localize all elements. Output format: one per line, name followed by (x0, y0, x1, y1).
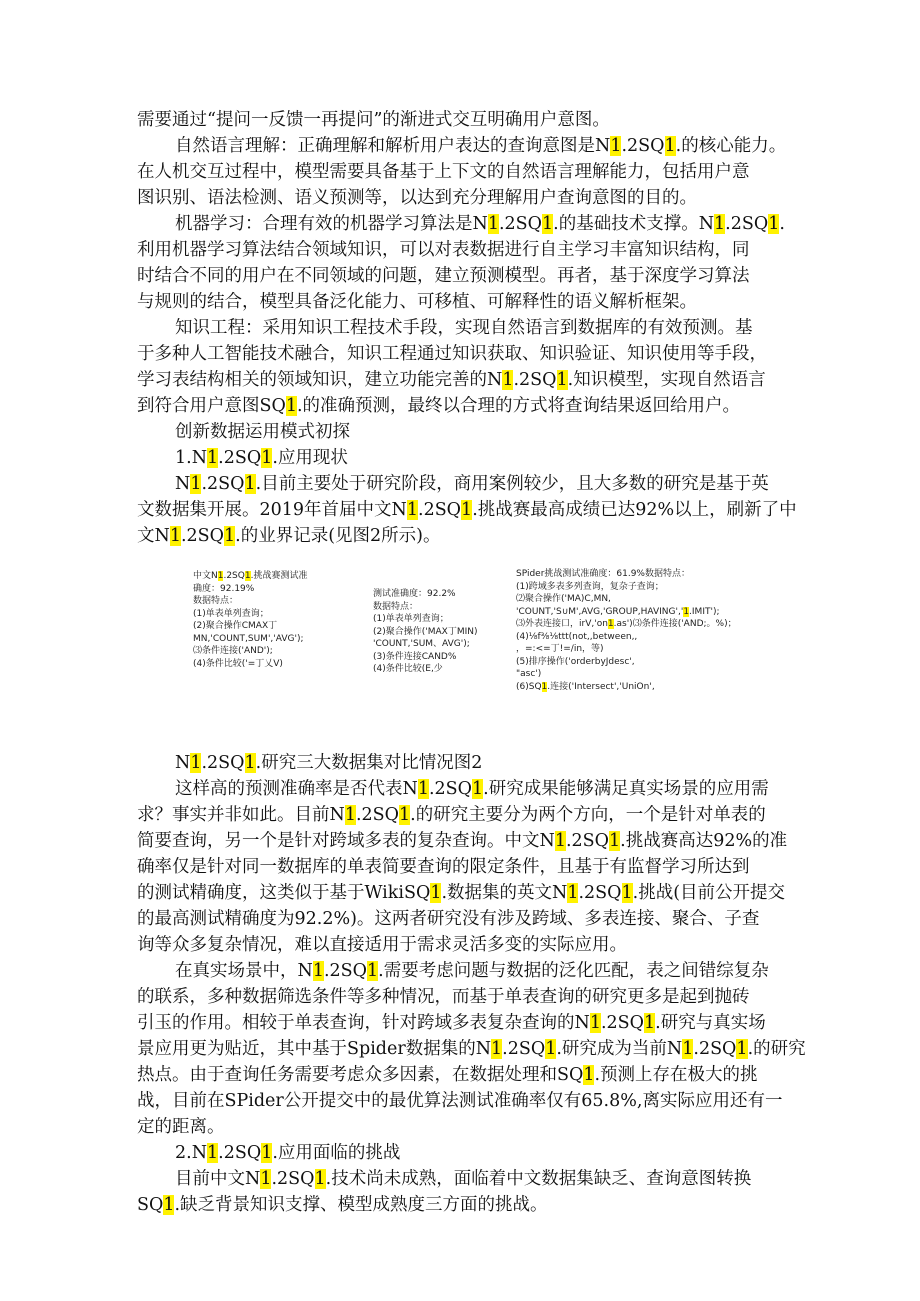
text-segment: .2SQ (693, 1039, 737, 1059)
text-segment: .挑战赛测试准 (250, 571, 308, 581)
figure-column-3 (516, 568, 737, 693)
text-line (137, 107, 787, 133)
text-segment: 利用机器学习算法结合领域知识，可以对表数据进行自主学习丰富知识结构，同 (137, 240, 750, 260)
text-segment: .研究与真实场 (655, 1013, 766, 1033)
text-segment: N (175, 753, 191, 773)
text-segment: .2SQ (355, 805, 399, 825)
text-segment: .2SQ (565, 831, 609, 851)
text-segment: ，=:<=丁!=/in，等) (516, 644, 604, 654)
text-segment: 在真实场景中，N (175, 961, 313, 981)
highlighted-char: 1 (344, 805, 356, 825)
highlighted-char: 1 (545, 1039, 557, 1059)
text-segment: 简要查询，另一个是针对跨域多表的复杂查询。中文N (137, 831, 555, 851)
text-segment: .2SQ (498, 214, 542, 234)
figure-line (516, 668, 737, 681)
text-line (137, 159, 787, 185)
highlighted-char: 1 (224, 526, 236, 546)
text-segment: 数据特点： (193, 596, 239, 606)
text-line (137, 1010, 787, 1036)
highlighted-char: 1 (542, 214, 554, 234)
figure-line (516, 631, 737, 644)
text-line (137, 906, 787, 932)
text-segment: .研究成为当前N (556, 1039, 683, 1059)
text-segment: 目前中文N (175, 1169, 261, 1189)
text-segment: 在人机交互过程中，模型需要具备基于上下文的自然语言理解能力，包括用户意 (137, 162, 750, 182)
text-segment: (6)SQ (516, 681, 542, 692)
text-segment: .2SQ (428, 779, 472, 799)
figure-line (373, 588, 478, 601)
text-segment: .目前主要处于研究阶段，商用案例较少，且大多数的研究是基于英 (255, 474, 769, 494)
text-segment: . (779, 214, 785, 234)
text-segment: .应用现状 (272, 448, 348, 468)
text-segment: .的基础技术支撑。N (553, 214, 715, 234)
text-line (137, 237, 787, 263)
figure-column-2 (373, 588, 478, 676)
text-line (137, 984, 787, 1010)
text-segment: .研究成果能够满足真实场景的应用需 (483, 779, 769, 799)
figure-line (193, 570, 307, 583)
highlighted-char: 1 (567, 883, 579, 903)
text-segment: SPider挑战测试准确度：61.9%数据特点： (516, 569, 690, 579)
text-segment: .的业界记录(见图2所示)。 (235, 526, 441, 546)
figure-line (193, 595, 307, 608)
text-segment: .2SQ (502, 1039, 546, 1059)
text-segment: .2SQ (600, 1013, 644, 1033)
figure-line (373, 638, 478, 651)
text-segment: (3)条件连接CAND% (373, 651, 457, 662)
text-segment: ⑵聚合操作('MA)C,MN, (516, 594, 611, 604)
text-line (137, 854, 787, 880)
figure-line (516, 618, 737, 631)
figure-line (373, 626, 478, 639)
text-segment: 的联系，多种数据筛选条件等多种情况，而基于单表查询的研究更多是起到抛砖 (137, 987, 750, 1007)
text-segment: 确率仅是针对同一数据库的单表简要查询的限定条件，且基于有监督学习所达到 (137, 857, 750, 877)
text-line (175, 776, 787, 802)
text-segment: .挑战(目前公开提交 (632, 883, 786, 903)
figure-line (516, 593, 737, 606)
text-segment: "asc') (516, 669, 542, 679)
highlighted-char: 1 (217, 571, 224, 581)
text-segment: .应用面临的挑战 (272, 1143, 401, 1163)
highlighted-char: 1 (607, 619, 614, 629)
highlighted-char: 1 (541, 681, 548, 692)
highlighted-char: 1 (714, 214, 726, 234)
text-segment: .2SQ (621, 136, 665, 156)
text-segment: 的最高测试精确度为92.2%)。这两者研究没有涉及跨域、多表连接、聚合、子查 (137, 909, 760, 929)
text-line (137, 1192, 787, 1218)
highlighted-char: 1 (487, 214, 499, 234)
text-segment: .2SQ (201, 474, 245, 494)
highlighted-char: 1 (417, 779, 429, 799)
text-segment: 'COUNT,'S∪M',AVG,'GROUP,HAVING',' (516, 606, 684, 617)
text-line (137, 1062, 787, 1088)
text-line (175, 958, 787, 984)
text-segment: N (175, 474, 191, 494)
figure-line (373, 613, 478, 626)
text-segment: 数据特点： (373, 601, 419, 612)
text-segment: .2SQ (218, 448, 262, 468)
highlighted-char: 1 (244, 474, 256, 494)
highlighted-char: 1 (461, 500, 473, 520)
text-line (175, 750, 787, 776)
text-segment: 知识工程：采用知识工程技术手段，实现自然语言到数据库的有效预测。基 (175, 318, 753, 338)
text-segment: .的核心能力。 (675, 136, 787, 156)
highlighted-char: 1 (583, 1065, 595, 1085)
text-segment: .2SQ (418, 500, 462, 520)
text-line (175, 1166, 787, 1192)
highlighted-char: 1 (261, 1143, 273, 1163)
text-line (175, 315, 787, 341)
text-segment: 询等众多复杂情况，难以直接适用于需求灵活多变的实际应用。 (137, 935, 627, 955)
text-line (137, 880, 787, 906)
text-segment: 学习表结构相关的领域知识，建立功能完善的N (137, 370, 503, 390)
text-line (137, 367, 787, 393)
text-segment: 机器学习：合理有效的机器学习算法是N (175, 214, 488, 234)
text-segment: (1)单表单列查询； (373, 614, 449, 624)
figure-line (516, 656, 737, 669)
figure-line (373, 651, 478, 664)
text-segment: 这样高的预测准确率是否代表N (175, 779, 418, 799)
figure-line (193, 633, 307, 646)
text-segment: 求？事实并非如此。目前N (137, 805, 345, 825)
text-segment: (4)条件比较('=丁乂V) (193, 658, 283, 669)
highlighted-char: 1 (190, 753, 202, 773)
text-segment: ⑶外表连接口，irV,'on (516, 619, 608, 629)
text-segment: .IMIT'); (689, 606, 720, 617)
text-line (137, 1036, 806, 1062)
text-segment: 于多种人工智能技术融合，知识工程通过知识获取、知识验证、知识使用等手段， (137, 344, 767, 364)
text-segment: 需要通过“提问一反馈一再提问”的渐进式交互明确用户意图。 (137, 110, 610, 130)
text-line (175, 133, 787, 159)
text-segment: (2)聚合操作('MAX丁MIN) (373, 626, 478, 637)
text-segment: 2.N (175, 1143, 208, 1163)
text-segment: .缺乏背景知识支撑、模型成熟度三方面的挑战。 (174, 1195, 548, 1215)
text-segment: .预测上存在极大的挑 (594, 1065, 758, 1085)
text-segment: .2SQ (513, 370, 557, 390)
text-segment: 景应用更为贴近，其中基于Spider数据集的N (137, 1039, 492, 1059)
text-segment: SQ (137, 1195, 164, 1215)
highlighted-char: 1 (207, 448, 219, 468)
text-line (137, 289, 787, 315)
text-segment: 热点。由于查询任务需要考虑众多因素，在数据处理和SQ (137, 1065, 584, 1085)
figure-line (516, 606, 737, 619)
highlighted-char: 1 (406, 500, 418, 520)
figure-line (193, 583, 307, 596)
text-segment: MN,'COUNT,SUM','AVG'); (193, 633, 304, 644)
figure-line (516, 681, 737, 694)
text-segment: .2SQ (223, 571, 245, 581)
text-segment: (5)排序操作('orderbyJdesc', (516, 656, 635, 667)
text-segment: (1)跨域多表多列查询，复杂子查询； (516, 581, 664, 592)
highlighted-char: 1 (472, 779, 484, 799)
text-line (137, 828, 787, 854)
figure-line (193, 658, 307, 671)
highlighted-char: 1 (312, 961, 324, 981)
text-segment: .知识模型，实现自然语言 (567, 370, 766, 390)
text-segment: .需要考虑问题与数据的泛化匹配，表之间错综复杂 (378, 961, 769, 981)
text-segment: .挑战赛高达92%的准 (620, 831, 788, 851)
text-segment: .研究三大数据集对比情况图2 (255, 753, 483, 773)
text-segment: .2SQ (271, 1169, 315, 1189)
text-segment: 确度：92.19% (193, 583, 255, 594)
text-segment: .挑战赛最高成绩已达92%以上，刷新了中 (472, 500, 797, 520)
text-segment: .2SQ (323, 961, 367, 981)
text-segment: 测试准确度：92.2% (373, 589, 456, 599)
highlighted-char: 1 (610, 136, 622, 156)
text-segment: .as')⑶条件连接('AND;。%)； (613, 619, 737, 629)
highlighted-char: 1 (621, 883, 633, 903)
figure-line (516, 581, 737, 594)
text-line (137, 263, 787, 289)
figure-column-1 (193, 570, 307, 670)
text-segment: .数据集的英文N (441, 883, 568, 903)
highlighted-char: 1 (502, 370, 514, 390)
text-segment: 时结合不同的用户在不同领域的问题，建立预测模型。再者，基于深度学习算法 (137, 266, 750, 286)
text-line (137, 802, 787, 828)
text-segment: .2SQ (201, 753, 245, 773)
text-segment: (4)条件比较(E,少 (373, 664, 443, 674)
text-line (175, 445, 787, 471)
text-segment: 到符合用户意图SQ (137, 396, 286, 416)
highlighted-char: 1 (664, 136, 676, 156)
text-segment: ⑶条件连接('AND'); (193, 646, 273, 656)
text-segment: .2SQ (180, 526, 224, 546)
highlighted-char: 1 (399, 805, 411, 825)
highlighted-char: 1 (589, 1013, 601, 1033)
figure-line (373, 601, 478, 614)
text-segment: (4)⅛f⅜⅛ttt(not,,between,, (516, 631, 638, 642)
text-segment: 文N (137, 526, 170, 546)
figure-line (193, 620, 307, 633)
highlighted-char: 1 (609, 831, 621, 851)
text-segment: .技术尚未成熟，面临着中文数据集缺乏、查询意图转换 (325, 1169, 752, 1189)
highlighted-char: 1 (644, 1013, 656, 1033)
text-line (137, 341, 787, 367)
highlighted-char: 1 (169, 526, 181, 546)
highlighted-char: 1 (683, 606, 690, 617)
highlighted-char: 1 (163, 1195, 175, 1215)
text-line (137, 185, 787, 211)
highlighted-char: 1 (768, 214, 780, 234)
highlighted-char: 1 (554, 831, 566, 851)
text-segment: 'COUNT,'SUM、AVG'); (373, 639, 470, 649)
text-segment: 引玉的作用。相较于单表查询，针对跨域多表复杂查询的N (137, 1013, 590, 1033)
text-segment: 战，目前在SPider公开提交中的最优算法测试准确率仅有65.8%,离实际应用还有一 (137, 1091, 783, 1111)
text-segment: (1)单表单列查询； (193, 608, 269, 619)
text-segment: .2SQ (578, 883, 622, 903)
text-segment: .2SQ (725, 214, 769, 234)
highlighted-char: 1 (244, 753, 256, 773)
figure-line (516, 568, 737, 581)
highlighted-char: 1 (314, 1169, 326, 1189)
highlighted-char: 1 (190, 474, 202, 494)
highlighted-char: 1 (207, 1143, 219, 1163)
text-line (175, 211, 787, 237)
text-line (175, 419, 787, 445)
text-segment: .的研究 (747, 1039, 806, 1059)
figure-line (516, 643, 737, 656)
text-segment: .2SQ (218, 1143, 262, 1163)
text-segment: (2)聚合操作CMAX丁 (193, 621, 278, 631)
text-segment: 图识别、语法检测、语义预测等，以达到充分理解用户查询意图的目的。 (137, 188, 697, 208)
figure-line (193, 645, 307, 658)
text-segment: 定的距离。 (137, 1117, 225, 1137)
text-line (137, 393, 787, 419)
highlighted-char: 1 (261, 448, 273, 468)
text-segment: 创新数据运用模式初探 (175, 422, 350, 442)
text-segment: 中文N (193, 571, 218, 581)
highlighted-char: 1 (682, 1039, 694, 1059)
highlighted-char: 1 (244, 571, 251, 581)
text-line (137, 523, 787, 549)
highlighted-char: 1 (430, 883, 442, 903)
highlighted-char: 1 (367, 961, 379, 981)
highlighted-char: 1 (285, 396, 297, 416)
text-line (175, 471, 787, 497)
text-segment: 1.N (175, 448, 208, 468)
figure-line (193, 608, 307, 621)
highlighted-char: 1 (736, 1039, 748, 1059)
figure-line (373, 663, 478, 676)
text-line (137, 1114, 787, 1140)
text-segment: .的准确预测，最终以合理的方式将查询结果返回给用户。 (296, 396, 741, 416)
text-segment: .的研究主要分为两个方向，一个是针对单表的 (410, 805, 766, 825)
text-line (137, 1088, 787, 1114)
text-segment: 与规则的结合，模型具备泛化能力、可移植、可解释性的语义解析框架。 (137, 292, 697, 312)
text-segment: 文数据集开展。2019年首届中文N (137, 500, 407, 520)
text-segment: .连接('Intersect','UniOn', (547, 681, 655, 692)
text-line (137, 497, 797, 523)
highlighted-char: 1 (491, 1039, 503, 1059)
text-segment: 自然语言理解：正确理解和解析用户表达的查询意图是N (175, 136, 611, 156)
text-line (137, 932, 787, 958)
text-segment: 的测试精确度，这类似于基于WikiSQ (137, 883, 431, 903)
highlighted-char: 1 (556, 370, 568, 390)
highlighted-char: 1 (260, 1169, 272, 1189)
text-line (175, 1140, 787, 1166)
